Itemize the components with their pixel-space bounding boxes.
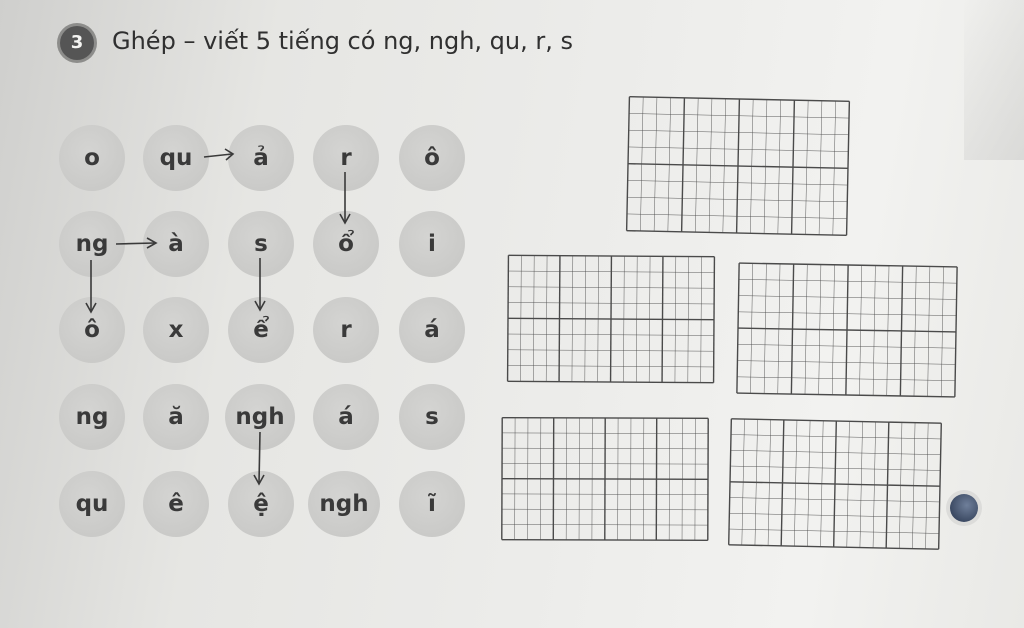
writing-grid[interactable] — [627, 97, 850, 236]
arrow-down-icon — [255, 258, 265, 310]
syllable-text: qu — [159, 145, 193, 171]
syllable-text: ả — [253, 145, 269, 171]
arrow-right-icon — [204, 149, 233, 160]
syllable-text: o — [84, 145, 100, 171]
syllable-text: á — [338, 404, 354, 430]
syllable-text: ĩ — [428, 491, 436, 517]
syllable-text: s — [254, 231, 268, 257]
syllable-text: ệ — [253, 491, 269, 517]
syllable-text: r — [340, 317, 352, 343]
writing-grid[interactable] — [502, 418, 708, 541]
syllable-text: i — [428, 231, 436, 257]
arrow-down-icon — [86, 260, 96, 312]
syllable-text: ô — [424, 145, 440, 171]
binder-hole — [950, 494, 978, 522]
syllable-text: ổ — [338, 231, 354, 257]
writing-grids — [502, 97, 957, 549]
syllable-text: qu — [75, 491, 109, 517]
syllable-text: ng — [75, 231, 109, 257]
exercise-title: Ghép – viết 5 tiếng có ng, ngh, qu, r, s — [112, 27, 574, 55]
writing-grid[interactable] — [508, 255, 715, 382]
syllable-text: ng — [75, 404, 109, 430]
syllable-text: à — [168, 231, 184, 257]
syllable-text: x — [168, 317, 184, 343]
arrow-right-icon — [116, 238, 156, 248]
writing-grid[interactable] — [737, 263, 957, 397]
syllable-text: ngh — [319, 491, 369, 517]
syllable-text: s — [425, 404, 439, 430]
exercise-number-badge: 3 — [60, 26, 94, 60]
syllable-text: ể — [253, 317, 269, 343]
syllable-text: ê — [168, 491, 184, 517]
writing-grid[interactable] — [729, 419, 942, 549]
syllable-text: r — [340, 145, 352, 171]
syllable-text: á — [424, 317, 440, 343]
syllable-text: ă — [168, 404, 184, 430]
arrow-down-icon — [254, 432, 264, 484]
syllable-text: ngh — [235, 404, 285, 430]
syllable-text: ô — [84, 317, 100, 343]
arrow-down-icon — [340, 172, 350, 223]
